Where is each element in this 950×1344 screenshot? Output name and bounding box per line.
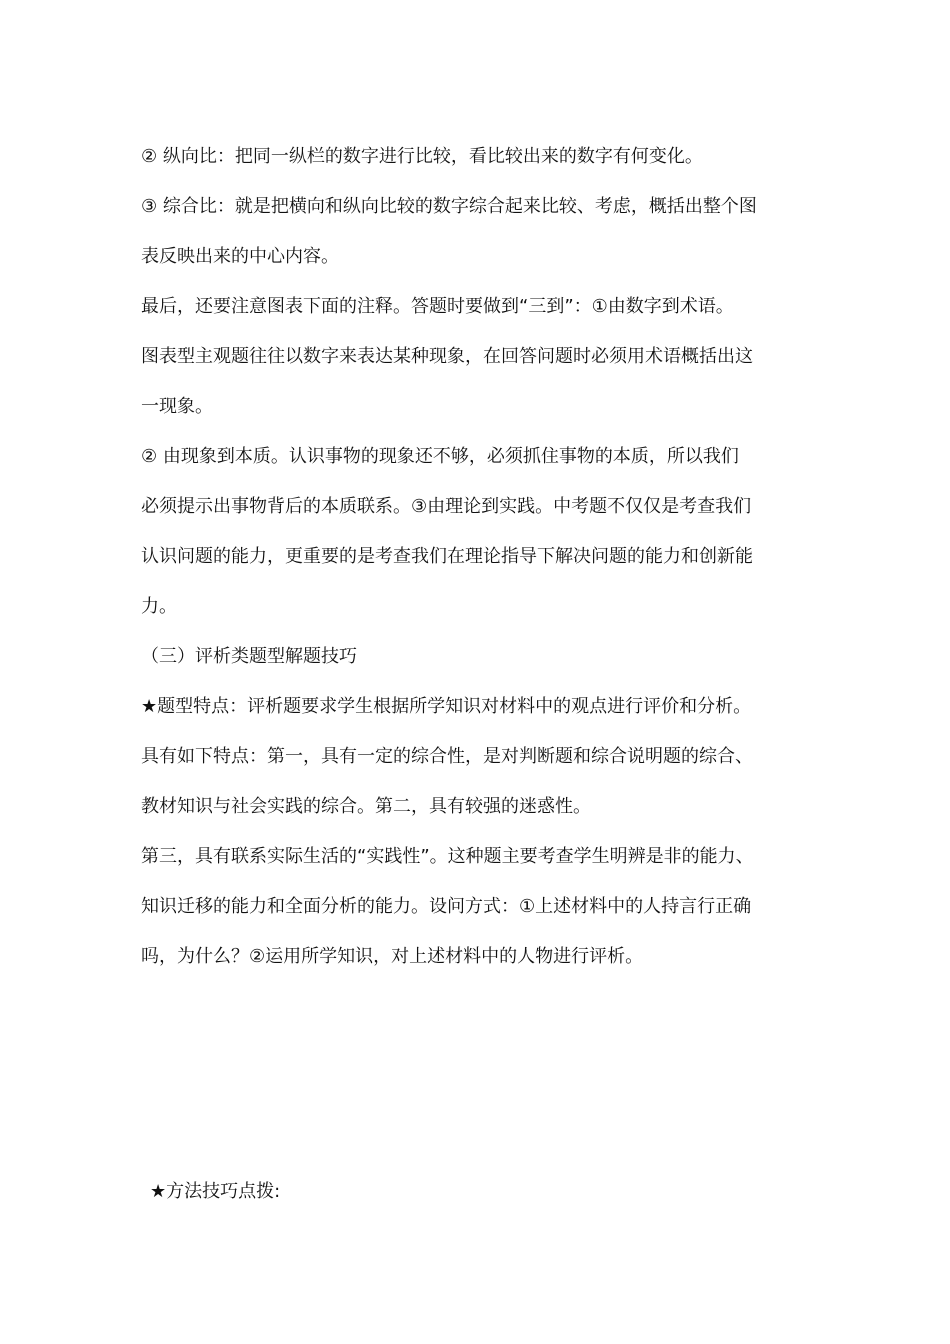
text-line-15: 第三，具有联系实际生活的“实践性”。这种题主要考查学生明辨是非的能力、 bbox=[141, 846, 754, 867]
text-line-3: 表反映出来的中心内容。 bbox=[141, 246, 339, 267]
text-line-8: 必须提示出事物背后的本质联系。③由理论到实践。中考题不仅仅是考查我们 bbox=[141, 496, 752, 517]
text-line-7: ② 由现象到本质。认识事物的现象还不够，必须抓住事物的本质，所以我们 bbox=[141, 446, 739, 467]
text-line-12: ★题型特点：评析题要求学生根据所学知识对材料中的观点进行评价和分析。 bbox=[141, 696, 752, 717]
text-line-4: 最后，还要注意图表下面的注释。答题时要做到“三到”：①由数字到术语。 bbox=[141, 296, 734, 317]
section-heading: （三）评析类题型解题技巧 bbox=[141, 646, 357, 667]
text-line-17: 吗，为什么？②运用所学知识，对上述材料中的人物进行评析。 bbox=[141, 946, 644, 967]
text-line-5: 图表型主观题往往以数字来表达某种现象，在回答问题时必须用术语概括出这 bbox=[141, 346, 753, 367]
text-line-2: ③ 综合比：就是把横向和纵向比较的数字综合起来比较、考虑，概括出整个图 bbox=[141, 196, 757, 217]
text-line-13: 具有如下特点：第一，具有一定的综合性，是对判断题和综合说明题的综合、 bbox=[141, 746, 753, 767]
text-line-9: 认识问题的能力，更重要的是考查我们在理论指导下解决问题的能力和创新能 bbox=[141, 546, 753, 567]
text-line-10: 力。 bbox=[141, 596, 177, 617]
text-line-14: 教材知识与社会实践的综合。第二，具有较强的迷惑性。 bbox=[141, 796, 591, 817]
text-line-16: 知识迁移的能力和全面分析的能力。设问方式：①上述材料中的人持言行正确 bbox=[141, 896, 752, 917]
method-tips-heading: ★方法技巧点拨: bbox=[150, 1181, 281, 1202]
text-line-6: 一现象。 bbox=[141, 396, 213, 417]
text-line-1: ② 纵向比：把同一纵栏的数字进行比较，看比较出来的数字有何变化。 bbox=[141, 146, 703, 167]
